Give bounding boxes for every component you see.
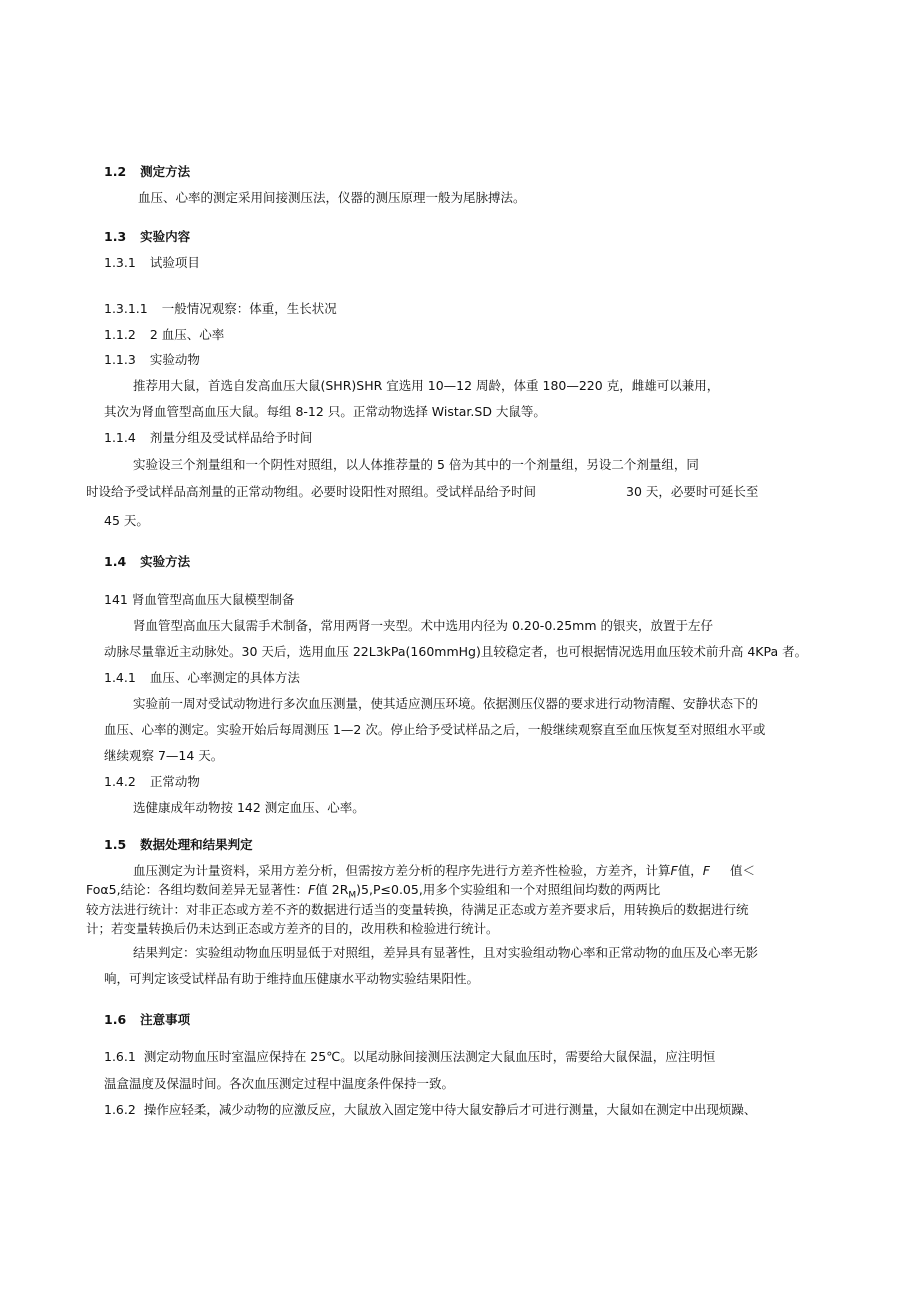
paragraph-line: 1.6.2 操作应轻柔，减少动物的应激反应，大鼠放入固定笼中待大鼠安静后才可进行测量，大鼠如在测定中出现烦躁、 [104,1102,757,1117]
subheading-1-4-1: 1.4.1 血压、心率测定的具体方法 [104,670,300,685]
heading-1-4: 1.4 实验方法 [104,554,191,569]
paragraph: 血压、心率的测定采用间接测压法，仪器的测压原理一般为尾脉搏法。 [138,190,526,205]
paragraph-line: 血压测定为计量资料，采用方差分析，但需按方差分析的程序先进行方差齐性检验，方差齐，计算F值，F 值＜ [133,863,755,878]
paragraph-line: 动脉尽量靠近主动脉处。30 天后，选用血压 22L3kPa(160mmHg)且较稳定者，也可根据情况选用血压较术前升高 4KPa 者。 [104,644,808,659]
paragraph-line: 计；若变量转换后仍未达到正态或方差齐的目的，改用秩和检验进行统计。 [86,921,499,936]
paragraph-line: 推荐用大鼠，首选自发高血压大鼠(SHR)SHR 宜选用 10—12 周龄，体重 180—220 克，雌雄可以兼用， [133,378,720,393]
paragraph-line: 实验前一周对受试动物进行多次血压测量，使其适应测压环境。依据测压仪器的要求进行动物清醒、安静状态下的 [133,696,759,711]
heading-1-2: 1.2 测定方法 [104,164,191,179]
paragraph-line: 血压、心率的测定。实验开始后每周测压 1—2 次。停止给予受试样品之后，一般继续观察直至血压恢复至对照组水平或 [104,722,766,737]
subheading-1-1-2: 1.1.2 2 血压、心率 [104,327,225,342]
heading-1-3: 1.3 实验内容 [104,229,191,244]
paragraph-line: Foα5,结论：各组均数间差异无显著性：F值 $2R_M)5,P\le 0.05$,用多个实验组和一个对照组间均数的两两比 [86,882,661,901]
paragraph-line: 30 天，必要时可延长至 [626,484,759,499]
paragraph-line: 实验设三个剂量组和一个阴性对照组，以人体推荐量的 5 倍为其中的一个剂量组，另设二个剂量组，同 [133,457,699,472]
paragraph-line: 较方法进行统计：对非正态或方差不齐的数据进行适当的变量转换，待满足正态或方差齐要求后，用转换后的数据进行统 [86,902,749,917]
paragraph-line: 继续观察 7—14 天。 [104,748,224,763]
paragraph-line: 结果判定：实验组动物血压明显低于对照组，差异具有显著性，且对实验组动物心率和正常动物的血压及心率无影 [133,945,759,960]
paragraph-line: 肾血管型高血压大鼠需手术制备，常用两肾一夹型。术中选用内径为 0.20-0.25mm 的银夹，放置于左仔 [133,618,713,633]
subheading-1-1-3: 1.1.3 实验动物 [104,352,200,367]
paragraph: 选健康成年动物按 142 测定血压、心率。 [133,800,365,815]
subheading-1-1-4: 1.1.4 剂量分组及受试样品给予时间 [104,430,313,445]
subheading-1-3-1-1: 1.3.1.1 一般情况观察：体重，生长状况 [104,301,337,316]
paragraph-line: 温盒温度及保温时间。各次血压测定过程中温度条件保持一致。 [104,1076,455,1091]
subheading-1-4-2: 1.4.2 正常动物 [104,774,200,789]
heading-1-5: 1.5 数据处理和结果判定 [104,837,253,852]
heading-1-6: 1.6 注意事项 [104,1012,191,1027]
paragraph-line: 时设给予受试样品高剂量的正常动物组。必要时设阳性对照组。受试样品给予时间 [86,484,537,499]
paragraph-line: 其次为肾血管型高血压大鼠。每组 8-12 只。正常动物选择 Wistar.SD 大鼠等。 [104,404,546,419]
subheading-1-3-1: 1.3.1 试验项目 [104,255,200,270]
paragraph-line: 响，可判定该受试样品有助于维持血压健康水平动物实验结果阳性。 [104,971,480,986]
paragraph-line: 1.6.1 测定动物血压时室温应保持在 25℃。以尾动脉间接测压法测定大鼠血压时，需要给大鼠保温，应注明恒 [104,1049,716,1064]
paragraph-line: 45 天。 [104,513,149,528]
subheading-141: 141 肾血管型高血压大鼠模型制备 [104,592,295,607]
